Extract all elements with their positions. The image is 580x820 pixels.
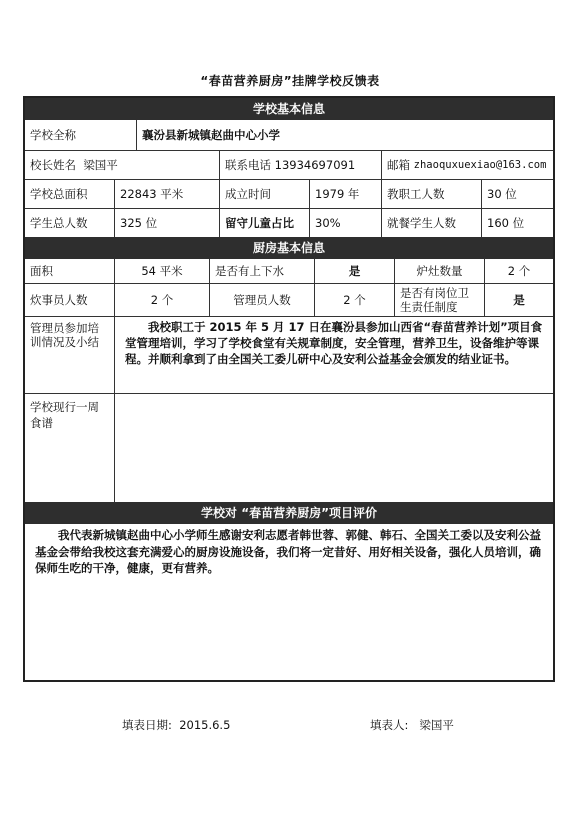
- dining-value: 160 位: [487, 216, 525, 230]
- form-title: “春苗营养厨房”挂牌学校反馈表: [200, 74, 380, 88]
- staff-value: 30 位: [487, 187, 517, 201]
- school-area-value: 22843 平米: [115, 180, 220, 208]
- menu-content: [115, 394, 553, 502]
- email-cell: [382, 151, 553, 179]
- school-name-value: 襄汾县新城镇赵曲中心小学: [142, 128, 280, 142]
- water-label: 是否有上下水: [210, 259, 315, 283]
- fill-date-value: 2015.6.5: [179, 718, 231, 732]
- school-name-label: 学校全称: [25, 120, 137, 150]
- dining-label: 就餐学生人数: [382, 209, 482, 237]
- row-kitchen-area: [25, 259, 553, 284]
- phone-cell: [220, 151, 382, 179]
- email-value: zhaoquxuexiao@163.com: [413, 159, 547, 171]
- hygiene-label: 是否有岗位卫生责任制度: [395, 284, 485, 316]
- founded-label: 成立时间: [220, 180, 310, 208]
- managers-value: 2 个: [315, 284, 395, 316]
- menu-label: 学校现行一周食谱: [25, 394, 115, 502]
- fill-date-label: 填表日期:: [122, 718, 172, 732]
- kitchen-area-value: 54 平米: [115, 259, 210, 283]
- principal-value: 梁国平: [83, 158, 118, 172]
- students-label: 学生总人数: [25, 209, 115, 237]
- stove-value: 2 个: [507, 264, 531, 278]
- fill-date: [122, 717, 230, 733]
- training-label: 管理员参加培训情况及小结: [25, 317, 115, 393]
- row-training: [25, 317, 553, 394]
- row-school-name: [25, 120, 553, 151]
- row-students: [25, 209, 553, 237]
- left-behind-label: 留守儿童占比: [220, 209, 310, 237]
- row-area: [25, 180, 553, 209]
- founded-value: 1979 年: [310, 180, 382, 208]
- left-behind-value: 30%: [310, 209, 382, 237]
- evaluation-text: 我代表新城镇赵曲中心小学师生感谢安利志愿者韩世蓉、郭健、韩石、全国关工委以及安利公益基金会带给我校这套充满爱心的厨房设施设备，我们将一定昔好、用好相关设备，强化人员培训，确保师生吃的干净，健康，更有营养。: [35, 528, 541, 575]
- students-value: 325 位: [115, 209, 220, 237]
- principal-cell: [25, 151, 220, 179]
- kitchen-area-label: 面积: [25, 259, 115, 283]
- row-menu: [25, 394, 553, 502]
- row-staffing: [25, 284, 553, 317]
- section-header-school-info: 学校基本信息: [25, 98, 553, 120]
- water-value: 是: [315, 259, 395, 283]
- managers-label: 管理员人数: [210, 284, 315, 316]
- principal-label: 校长姓名: [30, 158, 76, 172]
- filler: [370, 717, 454, 733]
- hygiene-value: 是: [513, 293, 525, 307]
- stove-label: 炉灶数量: [395, 259, 485, 283]
- training-cell: [115, 317, 553, 393]
- cooks-label: 炊事员人数: [25, 284, 115, 316]
- staff-label: 教职工人数: [382, 180, 482, 208]
- school-area-label: 学校总面积: [25, 180, 115, 208]
- phone-value: 13934697091: [274, 158, 356, 172]
- section-header-evaluation: 学校对 “春苗营养厨房”项目评价: [25, 502, 553, 524]
- section-header-kitchen-info: 厨房基本信息: [25, 237, 553, 259]
- filler-value: 梁国平: [419, 718, 454, 732]
- training-summary-text: 我校职工于 2015 年 5 月 17 日在襄汾县参加山西省“春苗营养计划”项目食堂管理培训，学习了学校食堂有关规章制度，安全管理，营养卫生，设备维护等课程。并顺利拿到了由全国关工委儿研中心及安利公益基金会颁发的结业证书。: [125, 320, 543, 366]
- phone-label: 联系电话: [225, 158, 271, 172]
- filler-label: 填表人:: [370, 718, 409, 732]
- row-principal: [25, 151, 553, 180]
- feedback-form: [23, 96, 555, 682]
- email-label: 邮箱: [387, 158, 410, 172]
- cooks-value: 2 个: [115, 284, 210, 316]
